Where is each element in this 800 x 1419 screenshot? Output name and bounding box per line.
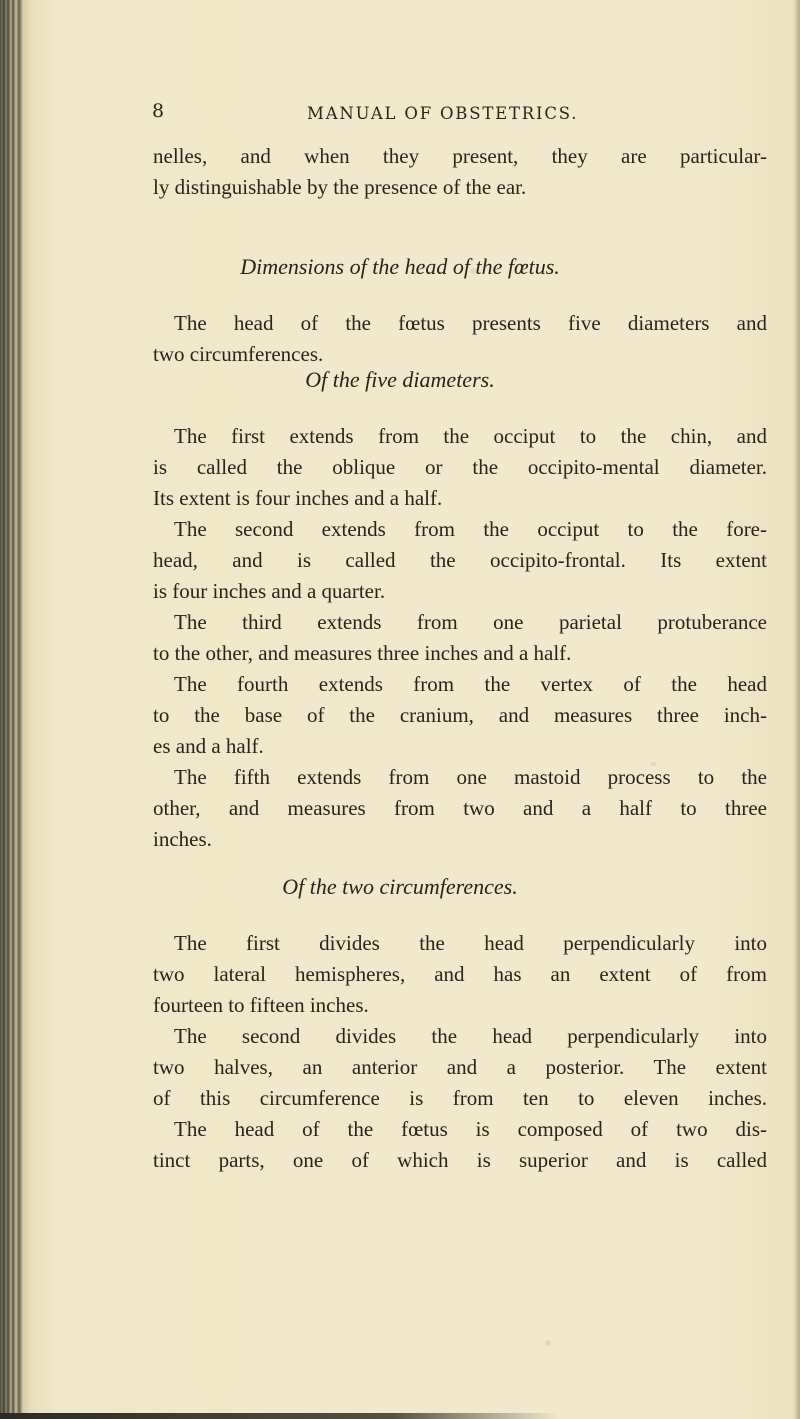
paper-speck [545,1340,551,1346]
text-line: other, and measures from two and a half to three [153,796,767,820]
running-head [142,100,642,130]
text-line: The first divides the head perpendicularly into [174,931,767,955]
text-line: to the base of the cranium, and measures three inch- [153,703,767,727]
text-line: is called the oblique or the occipito-mental diameter. [153,455,767,479]
page-number: 8 [152,100,165,122]
text-line: The head of the fœtus is composed of two dis- [174,1117,767,1141]
text-line: fourteen to fifteen inches. [153,993,369,1017]
text-line: Its extent is four inches and a half. [153,486,443,510]
section-heading-circumferences: Of the two circumferences. [282,874,518,899]
page-bottom-edge [0,1413,560,1419]
running-title: MANUAL OF OBSTETRICS. [307,104,579,123]
text-line: ly distinguishable by the presence of the ear. [153,175,527,199]
paragraph-fourth-diameter [153,669,767,762]
section-heading-diameters: Of the five diameters. [305,367,495,392]
text-line: The head of the fœtus presents five diameters and [174,311,767,335]
section-heading-dimensions: Dimensions of the head of the fœtus. [240,254,560,279]
paragraph-second-circumference [153,1021,767,1114]
paragraph-third-diameter [153,607,767,669]
paragraph-second-diameter [153,514,767,607]
paragraph-first-circumference [153,928,767,1021]
text-line: of this circumference is from ten to eleven inches. [153,1086,767,1110]
text-line: to the other, and measures three inches and a half. [153,641,572,665]
text-line: tinct parts, one of which is superior and is called [153,1148,767,1172]
text-line: head, and is called the occipito-frontal. Its extent [153,548,767,572]
text-line: two lateral hemispheres, and has an extent of from [153,962,767,986]
paragraph-first-diameter [153,421,767,514]
text-line: The second extends from the occiput to the fore- [174,517,767,541]
paragraph-intro [153,141,767,203]
text-line: The second divides the head perpendicularly into [174,1024,767,1048]
text-line: is four inches and a quarter. [153,579,386,603]
paragraph-fifth-diameter [153,762,767,855]
text-line: two halves, an anterior and a posterior. The extent [153,1055,767,1079]
paragraph-head-presents [153,308,767,370]
book-spine-shadow [0,0,30,1419]
text-line: nelles, and when they present, they are particular- [153,144,767,168]
text-line: The fourth extends from the vertex of the head [174,672,767,696]
text-line: The third extends from one parietal protuberance [174,610,767,634]
paragraph-head-composition [153,1114,767,1176]
text-line: The fifth extends from one mastoid process to the [174,765,767,789]
text-line: inches. [153,827,212,851]
page-right-edge [794,0,800,1419]
text-line: es and a half. [153,734,264,758]
text-line: The first extends from the occiput to the chin, and [174,424,767,448]
text-line: two circumferences. [153,342,324,366]
